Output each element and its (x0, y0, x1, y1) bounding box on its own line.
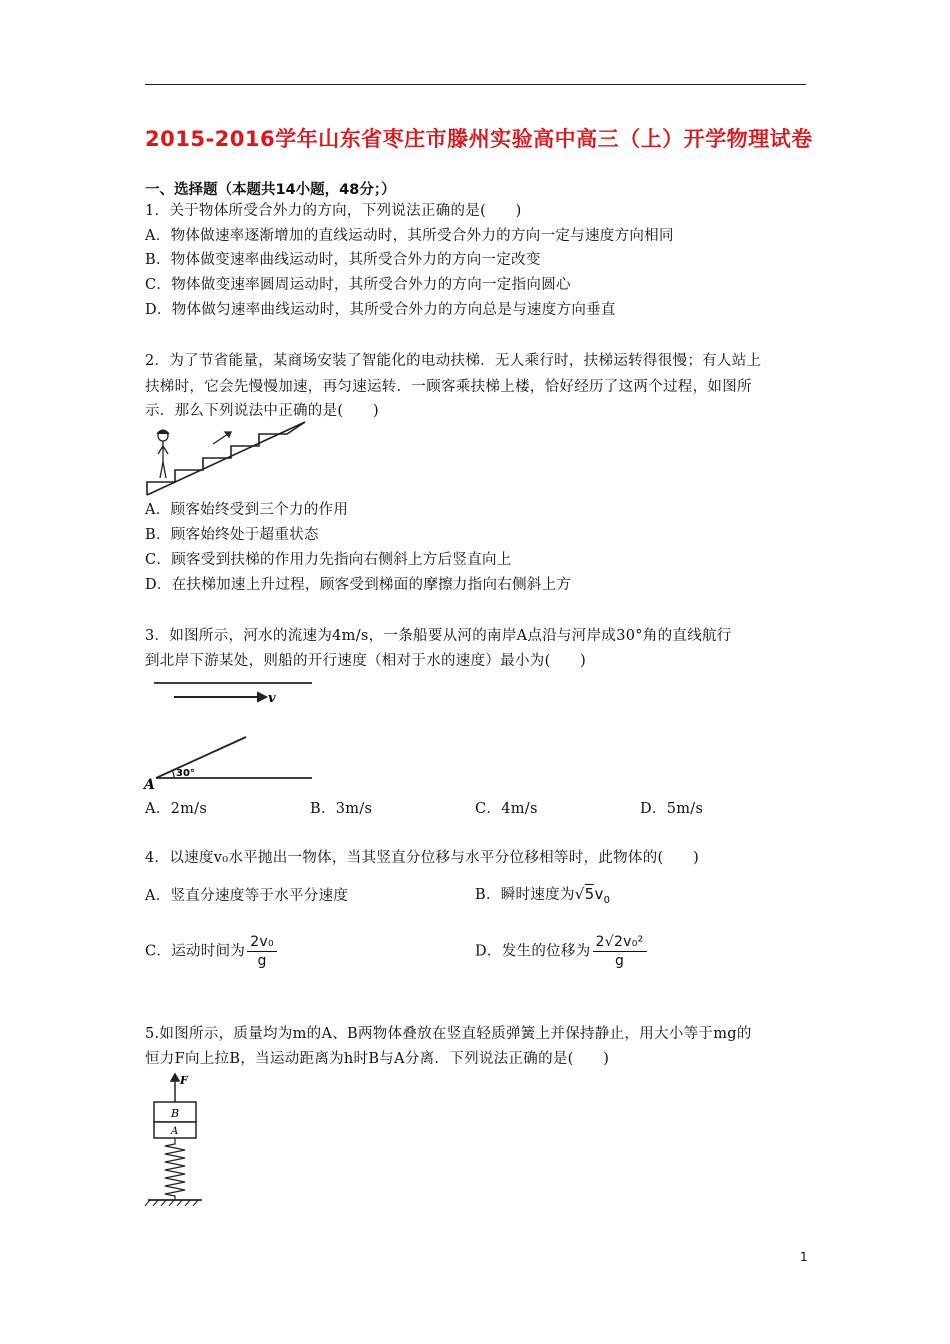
q4-option-b-math: $√5v_0$ (574, 885, 611, 906)
q3-stem-line2: 到北岸下游某处，则船的开行速度（相对于水的速度）最小为( ) (145, 653, 587, 669)
motion-arrow (213, 432, 231, 444)
q2-option-d: D．在扶梯加速上升过程，顾客受到梯面的摩擦力指向右侧斜上方 (145, 577, 572, 593)
river-figure (140, 675, 320, 795)
q4-option-c-label: C．运动时间为 (145, 943, 246, 960)
q1-option-b: B．物体做变速率曲线运动时，其所受合外力的方向一定改变 (145, 252, 541, 268)
angle-label: 30° (176, 768, 195, 779)
q4-option-c-fraction (247, 933, 277, 970)
force-label: F (180, 1074, 188, 1087)
velocity-symbol: v (594, 885, 604, 903)
q4-option-b (475, 884, 610, 911)
velocity-subscript: 0 (603, 895, 611, 906)
fraction-denominator: g (614, 953, 625, 969)
q2-option-c: C．顾客受到扶梯的作用力先指向右侧斜上方后竖直向上 (145, 552, 512, 568)
ground-hatch (145, 1200, 198, 1206)
q4-option-d-fraction (593, 933, 647, 970)
q4-option-d (475, 933, 647, 970)
q3-option-b: B．3m/s (310, 801, 373, 817)
spring-blocks-figure (140, 1072, 220, 1212)
q2-stem-line1: 2．为了节省能量，某商场安装了智能化的电动扶梯．无人乘行时，扶梯运转得很慢；有人站上 (145, 353, 762, 369)
spring-coil (165, 1138, 185, 1200)
q2-option-b: B．顾客始终处于超重状态 (145, 527, 319, 543)
block-a-label: A (171, 1126, 179, 1137)
q4-stem: 4．以速度v₀水平抛出一物体，当其竖直分位移与水平分位移相等时，此物体的( ) (145, 850, 700, 866)
q5-stem-line2: 恒力F向上拉B，当运动距离为h时B与A分离．下列说法正确的是( ) (145, 1051, 610, 1067)
force-arrow (171, 1074, 179, 1102)
point-a-label: A (144, 777, 155, 793)
q3-option-a: A．2m/s (145, 801, 208, 817)
q2-option-a: A．顾客始终受到三个力的作用 (145, 502, 349, 518)
q4-option-d-label: D．发生的位移为 (475, 943, 591, 960)
q2-stem-line3: 示．那么下列说法中正确的是( ) (145, 403, 379, 419)
section-heading: 一、选择题（本题共14小题，48分；） (145, 182, 396, 198)
block-b-label: B (171, 1107, 180, 1120)
q5-stem-line1: 5.如图所示，质量均为m的A、B两物体叠放在竖直轻质弹簧上并保持静止，用大小等于mg的 (145, 1026, 752, 1042)
velocity-label: v (268, 691, 276, 706)
q1-stem: 1．关于物体所受合外力的方向，下列说法正确的是( ) (145, 203, 522, 219)
water-velocity-arrow (174, 693, 266, 701)
page-number: 1 (800, 1250, 808, 1264)
q3-option-c: C．4m/s (475, 801, 538, 817)
escalator-figure (145, 420, 315, 500)
page-title: 2015-2016学年山东省枣庄市滕州实验高中高三（上）开学物理试卷 (145, 127, 813, 151)
q3-stem-line1: 3．如图所示，河水的流速为4m/s，一条船要从河的南岸A点沿与河岸成30°角的直线航行 (145, 628, 732, 644)
q1-option-a: A．物体做速率逐渐增加的直线运动时，其所受合外力的方向一定与速度方向相同 (145, 228, 674, 244)
q2-stem-line2: 扶梯时，它会先慢慢加速，再匀速运转．一顾客乘扶梯上楼，恰好经历了这两个过程，如图所 (145, 379, 752, 395)
q4-option-c (145, 933, 277, 970)
fraction-denominator: g (257, 953, 267, 969)
header-rule (145, 84, 806, 85)
customer-figure (157, 430, 169, 478)
q4-option-b-label: B．瞬时速度为 (475, 887, 575, 903)
angle-arc (172, 770, 174, 778)
q4-option-a: A．竖直分速度等于水平分速度 (145, 888, 349, 904)
q1-option-c: C．物体做变速率圆周运动时，其所受合外力的方向一定指向圆心 (145, 277, 571, 293)
sqrt-radicand: 5 (584, 885, 595, 903)
q1-option-d: D．物体做匀速率曲线运动时，其所受合外力的方向总是与速度方向垂直 (145, 302, 616, 318)
q3-option-d: D．5m/s (640, 801, 704, 817)
fraction-numerator: 2√2v₀² (593, 933, 647, 952)
fraction-numerator: 2v₀ (247, 933, 277, 952)
boat-path-line (156, 737, 246, 778)
